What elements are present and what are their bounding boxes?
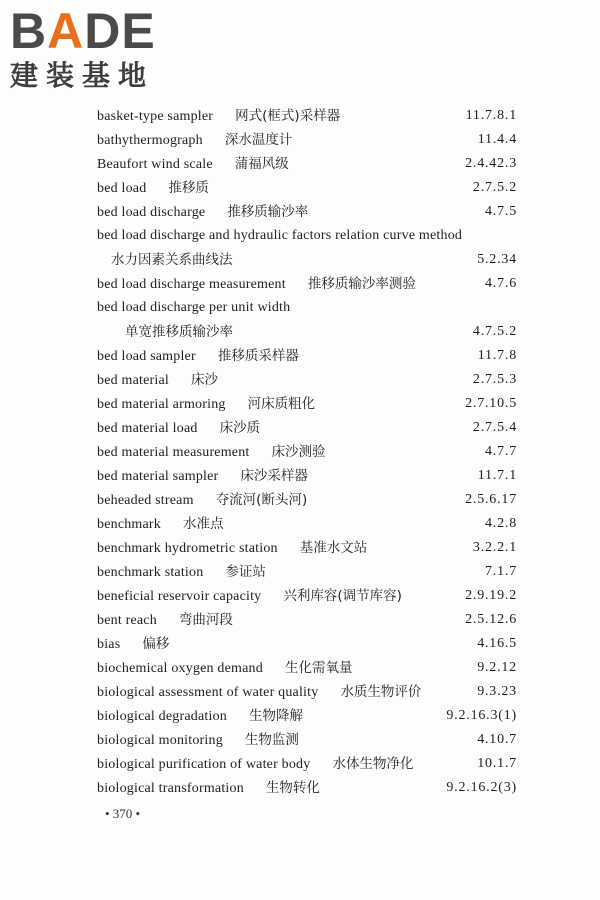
entry-chinese-term: 推移质 (168, 180, 209, 196)
entry-chinese-term: 水体生物净化 (332, 756, 414, 772)
glossary-entry (97, 704, 517, 728)
entry-chinese-term: 河床质粗化 (247, 396, 316, 412)
entry-section-reference: 5.2.34 (477, 252, 517, 267)
entry-section-reference: 10.1.7 (477, 756, 517, 771)
entry-english-term: bed load discharge per unit width (97, 300, 291, 315)
glossary-entry (97, 440, 517, 464)
logo-wordmark (10, 3, 180, 59)
logo-chinese-text: 建装基地 (10, 59, 155, 92)
entry-section-reference: 11.7.1 (477, 468, 517, 483)
entry-section-reference: 2.7.5.3 (472, 372, 517, 387)
glossary-entry (97, 152, 517, 176)
entry-english-term: bed load discharge and hydraulic factors relation curve method (97, 228, 463, 243)
glossary-entry (97, 656, 517, 680)
page-number: • 370 • (105, 806, 141, 821)
entry-english-term: biological degradation (97, 709, 227, 724)
entry-english-term: biological purification of water body (97, 757, 311, 772)
entry-chinese-term: 蒲福风级 (234, 156, 289, 172)
entry-english-term: biological assessment of water quality (97, 685, 319, 700)
logo-letter-b: B (10, 3, 48, 59)
entry-english-term: bias (97, 637, 121, 652)
glossary-entry (97, 464, 517, 488)
entry-english-term: basket-type sampler (97, 109, 214, 124)
entry-section-reference: 2.5.6.17 (465, 492, 517, 507)
entry-chinese-term: 深水温度计 (224, 132, 293, 148)
entry-chinese-term: 床沙采样器 (240, 468, 308, 484)
entry-chinese-term: 推移质采样器 (217, 348, 299, 364)
glossary-entry (97, 224, 517, 248)
entry-section-reference: 4.7.7 (485, 444, 517, 459)
entry-chinese-term: 偏移 (142, 636, 170, 652)
glossary-entry (97, 584, 517, 608)
entry-english-term: bed load (97, 181, 147, 196)
entry-chinese-term: 网式(框式)采样器 (235, 108, 341, 124)
entry-english-term: bed load sampler (97, 349, 196, 364)
entry-chinese-term: 推移质输沙率 (227, 204, 309, 220)
entry-chinese-term: 兴利库容(调节库容) (283, 588, 402, 604)
glossary-entry (97, 176, 517, 200)
entry-english-term: bed material load (97, 421, 198, 436)
glossary-entry (97, 392, 517, 416)
entry-chinese-term: 生物转化 (265, 780, 320, 796)
entry-section-reference: 2.9.19.2 (465, 588, 517, 603)
entry-section-reference: 9.2.16.2(3) (446, 780, 517, 795)
entry-english-term: biological monitoring (97, 733, 223, 748)
entry-chinese-term: 床沙 (190, 372, 218, 388)
glossary-entry (97, 728, 517, 752)
entry-section-reference: 2.7.5.2 (472, 180, 517, 195)
entry-chinese-term: 床沙质 (219, 420, 261, 436)
entry-english-term: bathythermograph (97, 133, 203, 148)
entry-section-reference: 2.7.10.5 (465, 396, 517, 411)
entry-section-reference: 4.7.6 (485, 276, 517, 291)
entry-english-term: bent reach (97, 613, 157, 628)
entry-chinese-term: 床沙测验 (271, 444, 326, 460)
entry-chinese-term: 生物监测 (244, 732, 299, 748)
entry-chinese-term: 单宽推移质输沙率 (125, 324, 233, 340)
glossary-entry (97, 536, 517, 560)
entry-section-reference: 11.4.4 (477, 132, 517, 147)
glossary-entry (97, 488, 517, 512)
glossary-entry (97, 560, 517, 584)
glossary-entry (97, 368, 517, 392)
entry-english-term: benchmark station (97, 565, 204, 580)
glossary-entry-list (97, 104, 517, 800)
glossary-entry (97, 608, 517, 632)
entry-section-reference: 9.3.23 (477, 684, 517, 699)
entry-english-term: benchmark hydrometric station (97, 541, 278, 556)
entry-chinese-term: 水力因素关系曲线法 (111, 252, 233, 268)
entry-chinese-term: 参证站 (225, 564, 266, 580)
entry-chinese-term: 水质生物评价 (340, 684, 422, 700)
entry-english-term: beneficial reservoir capacity (97, 589, 262, 604)
glossary-entry (97, 632, 517, 656)
glossary-entry (97, 320, 517, 344)
entry-chinese-term: 生化需氧量 (284, 660, 353, 676)
entry-english-term: biochemical oxygen demand (97, 661, 263, 676)
entry-section-reference: 11.7.8 (477, 348, 517, 363)
entry-english-term: bed material measurement (97, 445, 250, 460)
entry-section-reference: 7.1.7 (485, 564, 517, 579)
entry-english-term: bed material sampler (97, 469, 219, 484)
entry-section-reference: 9.2.12 (477, 660, 517, 675)
entry-section-reference: 2.7.5.4 (472, 420, 517, 435)
entry-section-reference: 3.2.2.1 (472, 540, 517, 555)
entry-section-reference: 4.16.5 (477, 636, 517, 651)
glossary-entry (97, 512, 517, 536)
entry-chinese-term: 水准点 (183, 516, 224, 532)
entry-chinese-term: 夺流河(断头河) (215, 492, 308, 508)
glossary-entry (97, 416, 517, 440)
entry-english-term: bed load discharge (97, 205, 206, 220)
entry-english-term: benchmark (97, 517, 161, 532)
entry-section-reference: 4.7.5 (485, 204, 517, 219)
entry-section-reference: 2.4.42.3 (465, 156, 517, 171)
glossary-entry (97, 104, 517, 128)
entry-section-reference: 4.7.5.2 (472, 324, 517, 339)
entry-section-reference: 4.10.7 (477, 732, 517, 747)
entry-english-term: Beaufort wind scale (97, 157, 213, 172)
glossary-entry (97, 752, 517, 776)
entry-english-term: bed material armoring (97, 397, 226, 412)
entry-chinese-term: 推移质输沙率测验 (307, 276, 416, 292)
entry-chinese-term: 弯曲河段 (178, 612, 233, 628)
entry-english-term: beheaded stream (97, 493, 194, 508)
glossary-entry (97, 272, 517, 296)
logo-letter-a: A (47, 3, 85, 59)
entry-chinese-term: 基准水文站 (299, 540, 368, 556)
logo-letters-de: DE (84, 3, 156, 59)
bade-logo (10, 3, 180, 92)
glossary-entry (97, 200, 517, 224)
entry-english-term: biological transformation (97, 781, 244, 796)
entry-section-reference: 11.7.8.1 (465, 108, 517, 123)
entry-english-term: bed load discharge measurement (97, 277, 286, 292)
glossary-entry (97, 680, 517, 704)
entry-chinese-term: 生物降解 (248, 708, 303, 724)
glossary-entry (97, 128, 517, 152)
glossary-entry (97, 344, 517, 368)
glossary-entry (97, 296, 517, 320)
entry-english-term: bed material (97, 373, 169, 388)
glossary-entry (97, 248, 517, 272)
glossary-entry (97, 776, 517, 800)
entry-section-reference: 9.2.16.3(1) (446, 708, 517, 723)
entry-section-reference: 4.2.8 (485, 516, 517, 531)
entry-section-reference: 2.5.12.6 (465, 612, 517, 627)
